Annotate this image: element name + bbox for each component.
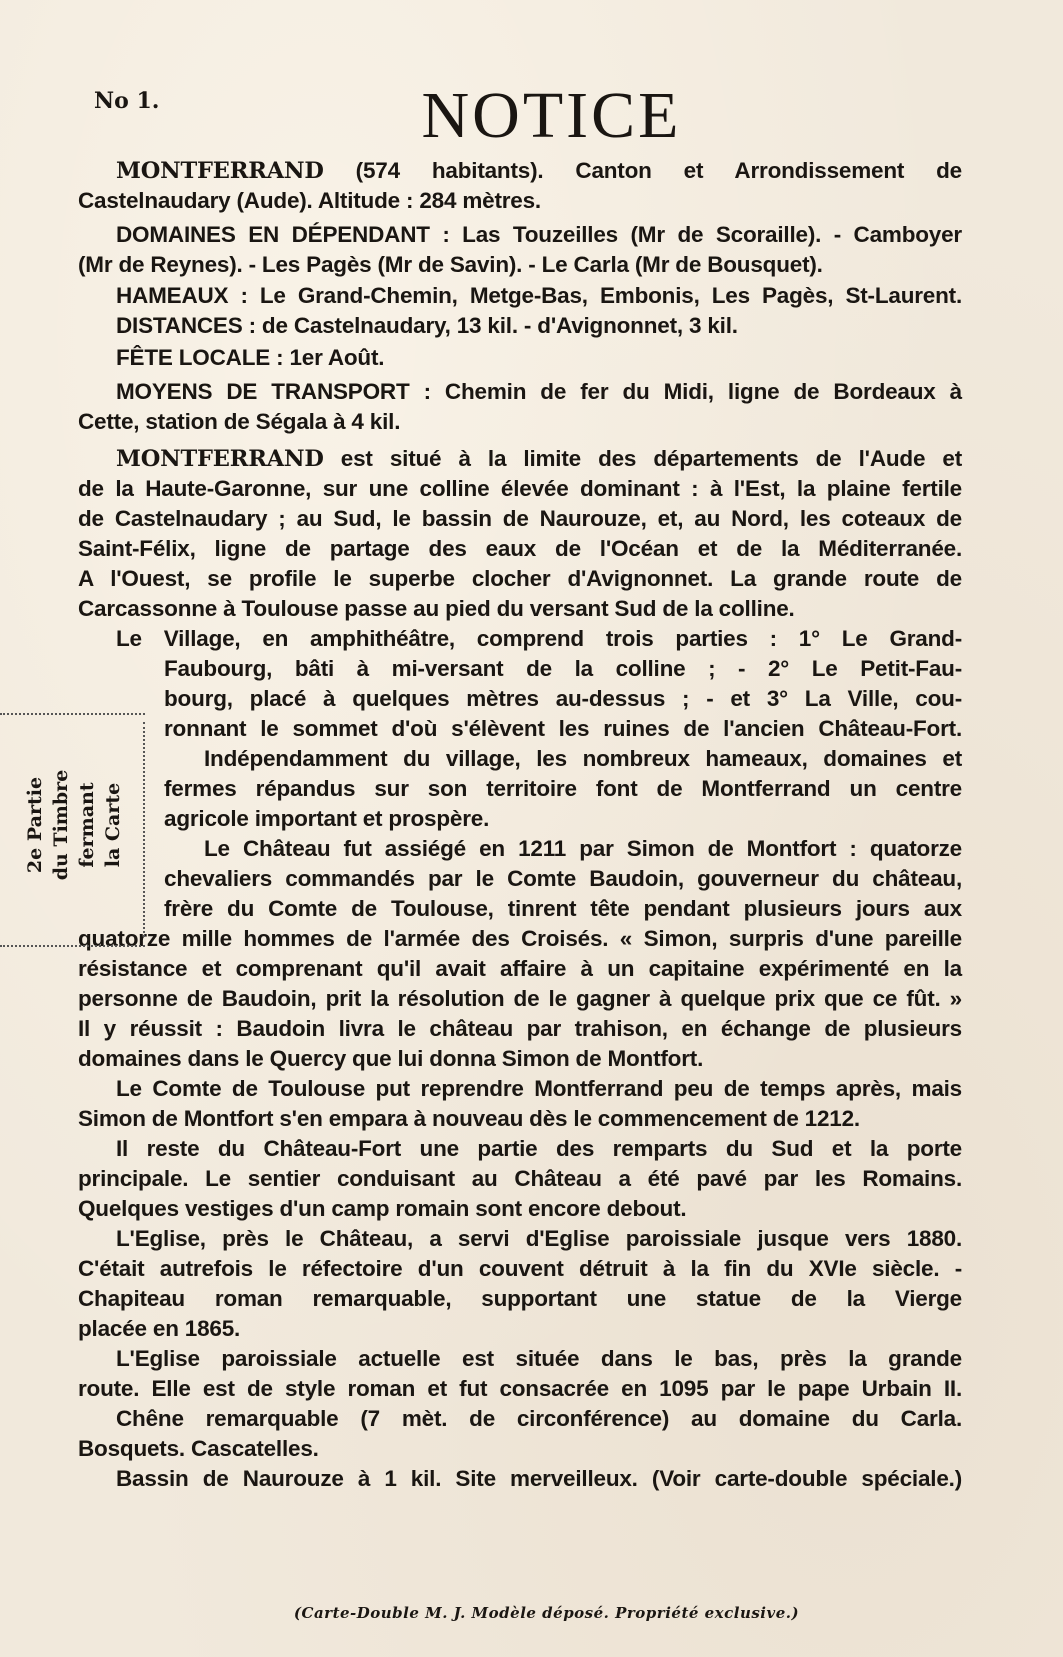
text-line [78,1046,760,1072]
text-line [116,283,962,309]
line-text: Le Château fut assiégé en 1211 par Simon de Montfort : quatorze [204,836,962,861]
text-line [164,776,962,802]
line-text: (574 habitants). Canton et Arrondissement de [323,158,962,183]
text-line [78,956,962,982]
text-line [164,686,962,712]
notice-title: NOTICE [421,79,682,152]
line-text: Le Comte de Toulouse put reprendre Montferrand peu de temps après, mais [116,1076,962,1101]
text-line [78,1286,962,1312]
text-line [78,188,600,214]
line-text: quatorze mille hommes de l'armée des Croisés. « Simon, surpris d'une pareille [78,926,962,951]
text-line [116,222,962,248]
text-line [78,252,905,278]
text-line [164,866,962,892]
stamp-area-label [22,750,126,900]
line-text: chevaliers commandés par le Comte Baudoin, gouverneur du château, [164,866,962,891]
line-text: route. Elle est de style roman et fut consacrée en 1095 par le pape Urbain II. [78,1376,962,1401]
text-line [116,345,420,371]
line-text: Bassin de Naurouze à 1 kil. Site merveilleux. (Voir carte-double spéciale.) [116,1466,962,1491]
line-text: (Mr de Reynes). - Les Pagès (Mr de Savin). - Le Carla (Mr de Bousquet). [78,252,823,277]
notice-number: No 1. [94,88,160,114]
line-text: résistance et comprenant qu'il avait affaire à un capitaine expérimenté en la [78,956,962,981]
line-text: Chêne remarquable (7 mèt. de circonférence) au domaine du Carla. [116,1406,962,1431]
text-line [78,1256,962,1282]
text-line [78,566,962,592]
stamp-area-divider [143,722,145,937]
line-text: DOMAINES EN DÉPENDANT : Las Touzeilles (Mr de Scoraille). - Camboyer [116,222,962,247]
text-line [78,506,962,532]
stamp-label-line: la Carte [102,782,124,868]
text-line [78,596,855,622]
text-line [78,536,962,562]
stamp-label-line: fermant [76,782,98,868]
line-text: A l'Ouest, se profile le superbe clocher d'Avignonnet. La grande route de [78,566,962,591]
text-line [164,806,520,832]
text-line [78,926,962,952]
line-text: Saint-Félix, ligne de partage des eaux de l'Océan et de la Méditerranée. [78,536,962,561]
text-line [78,1106,900,1132]
text-line [78,1436,330,1462]
line-text: DISTANCES : de Castelnaudary, 13 kil. - d'Avignonnet, 3 kil. [116,313,738,338]
line-text: bourg, placé à quelques mètres au-dessus ; - et 3° La Ville, cou- [164,686,962,711]
text-line [204,746,962,772]
line-text: Indépendamment du village, les nombreux hameaux, domaines et [204,746,962,771]
text-line [78,1196,720,1222]
line-text: L'Eglise, près le Château, a servi d'Eglise paroissiale jusque vers 1880. [116,1226,962,1251]
text-line [116,158,962,184]
text-line [116,1466,962,1492]
text-line [78,1376,962,1402]
stamp-label-line: 2e Partie [24,776,46,874]
line-text: agricole important et prospère. [164,806,490,831]
text-line [164,716,962,742]
text-line [116,1076,962,1102]
line-text: HAMEAUX : Le Grand-Chemin, Metge-Bas, Embonis, Les Pagès, St-Laurent. [116,283,962,308]
text-line [116,626,962,652]
text-line [116,379,962,405]
line-text: Il y réussit : Baudoin livra le château par trahison, en échange de plusieurs [78,1016,962,1041]
text-line [116,446,962,472]
text-line [78,1316,250,1342]
text-line [78,409,440,435]
line-text: ronnant le sommet d'où s'élèvent les ruines de l'ancien Château-Fort. [164,716,962,741]
line-text: Cette, station de Ségala à 4 kil. [78,409,401,434]
text-line [116,1346,962,1372]
text-line [116,1136,962,1162]
line-text: de la Haute-Garonne, sur une colline élevée dominant : à l'Est, la plaine fertile [78,476,962,501]
text-line [78,986,962,1012]
line-text: MOYENS DE TRANSPORT : Chemin de fer du Midi, ligne de Bordeaux à [116,379,962,404]
line-text: L'Eglise paroissiale actuelle est située dans le bas, près la grande [116,1346,962,1371]
line-text: frère du Comte de Toulouse, tinrent tête pendant plusieurs jours aux [164,896,962,921]
line-text: Bosquets. Cascatelles. [78,1436,319,1461]
stamp-label-line: du Timbre [50,769,72,881]
text-line [116,1226,962,1252]
line-text: FÊTE LOCALE : 1er Août. [116,345,385,370]
text-line [164,896,962,922]
line-text: placée en 1865. [78,1316,241,1341]
line-text: Le Village, en amphithéâtre, comprend trois parties : 1° Le Grand- [116,626,962,651]
footer-copyright: (Carte-Double M. J. Modèle déposé. Propriété exclusive.) [293,1604,800,1622]
bold-heading: MONTFERRAND [116,446,324,472]
text-line [78,476,962,502]
text-line [204,836,962,862]
line-text: Simon de Montfort s'en empara à nouveau dès le commencement de 1212. [78,1106,860,1131]
text-line [116,1406,962,1432]
line-text: est situé à la limite des départements de l'Aude et [323,446,962,471]
line-text: personne de Baudoin, prit la résolution de le gagner à quelque prix que ce fût. » [78,986,962,1011]
line-text: Chapiteau roman remarquable, supportant une statue de la Vierge [78,1286,962,1311]
line-text: Quelques vestiges d'un camp romain sont encore debout. [78,1196,687,1221]
line-text: principale. Le sentier conduisant au Château a été pavé par les Romains. [78,1166,962,1191]
bold-heading: MONTFERRAND [116,158,324,184]
line-text: Il reste du Château-Fort une partie des remparts du Sud et la porte [116,1136,962,1161]
line-text: Faubourg, bâti à mi-versant de la colline ; - 2° Le Petit-Fau- [164,656,962,681]
line-text: Carcassonne à Toulouse passe au pied du versant Sud de la colline. [78,596,795,621]
text-line [164,656,962,682]
text-line [116,313,842,339]
text-line [78,1016,962,1042]
line-text: Castelnaudary (Aude). Altitude : 284 mètres. [78,188,541,213]
line-text: fermes répandus sur son territoire font de Montferrand un centre [164,776,962,801]
line-text: domaines dans le Quercy que lui donna Simon de Montfort. [78,1046,704,1071]
line-text: de Castelnaudary ; au Sud, le bassin de Naurouze, et, au Nord, les coteaux de [78,506,962,531]
line-text: C'était autrefois le réfectoire d'un couvent détruit à la fin du XVIe siècle. - [78,1256,962,1281]
text-line [78,1166,962,1192]
